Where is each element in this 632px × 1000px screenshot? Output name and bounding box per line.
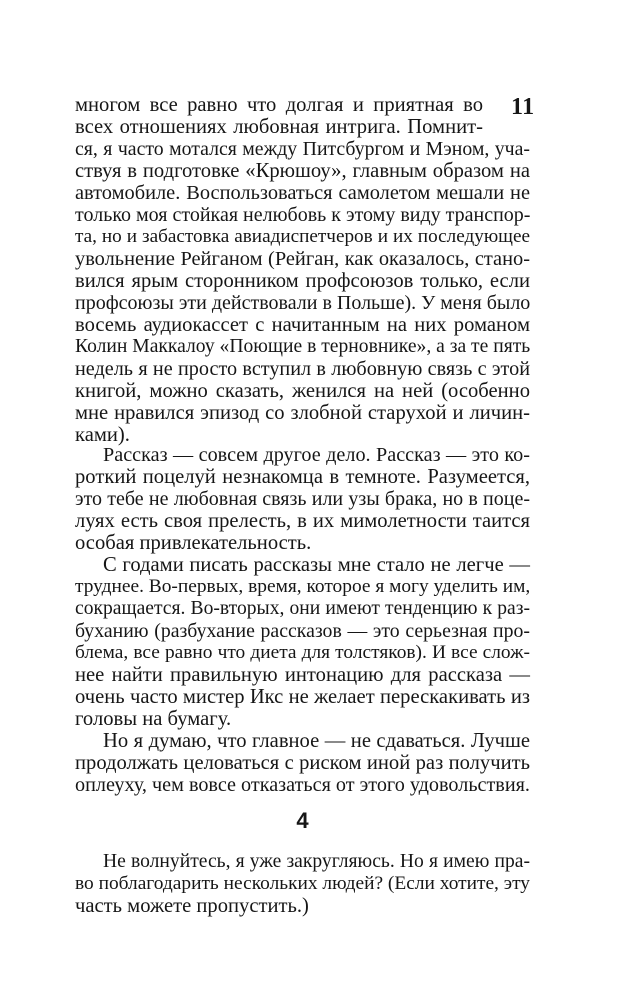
text-line: это тебе не любовная связь или узы брака, но в поце-: [75, 488, 530, 510]
text-line: Не волнуйтесь, я уже закругляюсь. Но я имею пра-: [103, 851, 530, 872]
text-line: сокращается. Во-вторых, они имеют тенденцию к раз-: [75, 598, 530, 619]
text-line: недель я не просто вступил в любовную связь с этой: [75, 358, 530, 380]
text-line: только моя стойкая нелюбовь к этому виду транспор-: [75, 204, 531, 226]
text-line: луях есть своя прелесть, в их мимолетности таится: [75, 510, 530, 532]
text-line: та, но и забастовка авиадиспетчеров и их последующее: [75, 226, 530, 247]
text-line: оплеуху, чем вовсе отказаться от этого удовольствия.: [75, 774, 530, 796]
section-heading: 4: [296, 808, 309, 833]
text-line: Но я думаю, что главное — не сдаваться. Лучше: [103, 730, 530, 752]
text-line: автомобиле. Воспользоваться самолетом мешали не: [75, 182, 530, 204]
text-line: Колин Маккалоу «Поющие в терновнике», а за те пять: [75, 336, 531, 357]
text-line: книгой, можно сказать, женился на ней (особенно: [75, 380, 530, 402]
text-line: роткий поцелуй незнакомца в темноте. Разумеется,: [75, 466, 530, 488]
text-line: вился ярым сторонником профсоюзов только, если: [75, 270, 530, 292]
text-line: увольнение Рейганом (Рейган, как оказалось, стано-: [75, 248, 530, 270]
text-line: С годами писать рассказы мне стало не легче —: [103, 554, 530, 576]
text-line: блема, все равно что диета для толстяков). И все слож-: [75, 642, 530, 663]
text-line: труднее. Во-первых, время, которое я могу уделить им,: [75, 576, 531, 597]
text-line: продолжать целоваться с риском иной раз получить: [75, 752, 530, 774]
text-line: особая привлекательность.: [75, 532, 312, 554]
text-line: восемь аудиокассет с начитанным на них романом: [75, 314, 530, 336]
section-paragraph-1: [75, 851, 530, 917]
text-line: мне нравился эпизод со злобной старухой и личин-: [75, 402, 530, 424]
text-line: профсоюзы эти действовали в Польше). У меня было: [75, 292, 531, 314]
text-line: Рассказ — совсем другое дело. Рассказ — это ко-: [103, 444, 530, 466]
paragraph-4: [75, 730, 530, 796]
text-line: нее найти правильную интонацию для рассказа —: [75, 664, 530, 686]
text-line: ками).: [75, 424, 130, 446]
text-line: всех отношениях любовная интрига. Помнит-: [75, 116, 483, 138]
paragraph-2: [75, 444, 530, 554]
text-line: многом все равно что долгая и приятная во: [75, 94, 483, 116]
text-line: головы на бумагу.: [75, 708, 232, 730]
paragraph-1: [75, 94, 530, 446]
paragraph-3: [75, 554, 530, 730]
text-line: ствуя в подготовке «Крюшоу», главным образом на: [75, 160, 530, 182]
text-line: часть можете пропустить.): [75, 895, 309, 917]
text-line: буханию (разбухание рассказов — это серьезная про-: [75, 620, 530, 642]
text-line: ся, я часто мотался между Питсбургом и Мэном, уча-: [75, 138, 530, 160]
text-line: во поблагодарить нескольких людей? (Если хотите, эту: [75, 873, 530, 894]
text-line: очень часто мистер Икс не желает перескакивать из: [75, 686, 530, 708]
page-number: 11: [511, 94, 535, 120]
